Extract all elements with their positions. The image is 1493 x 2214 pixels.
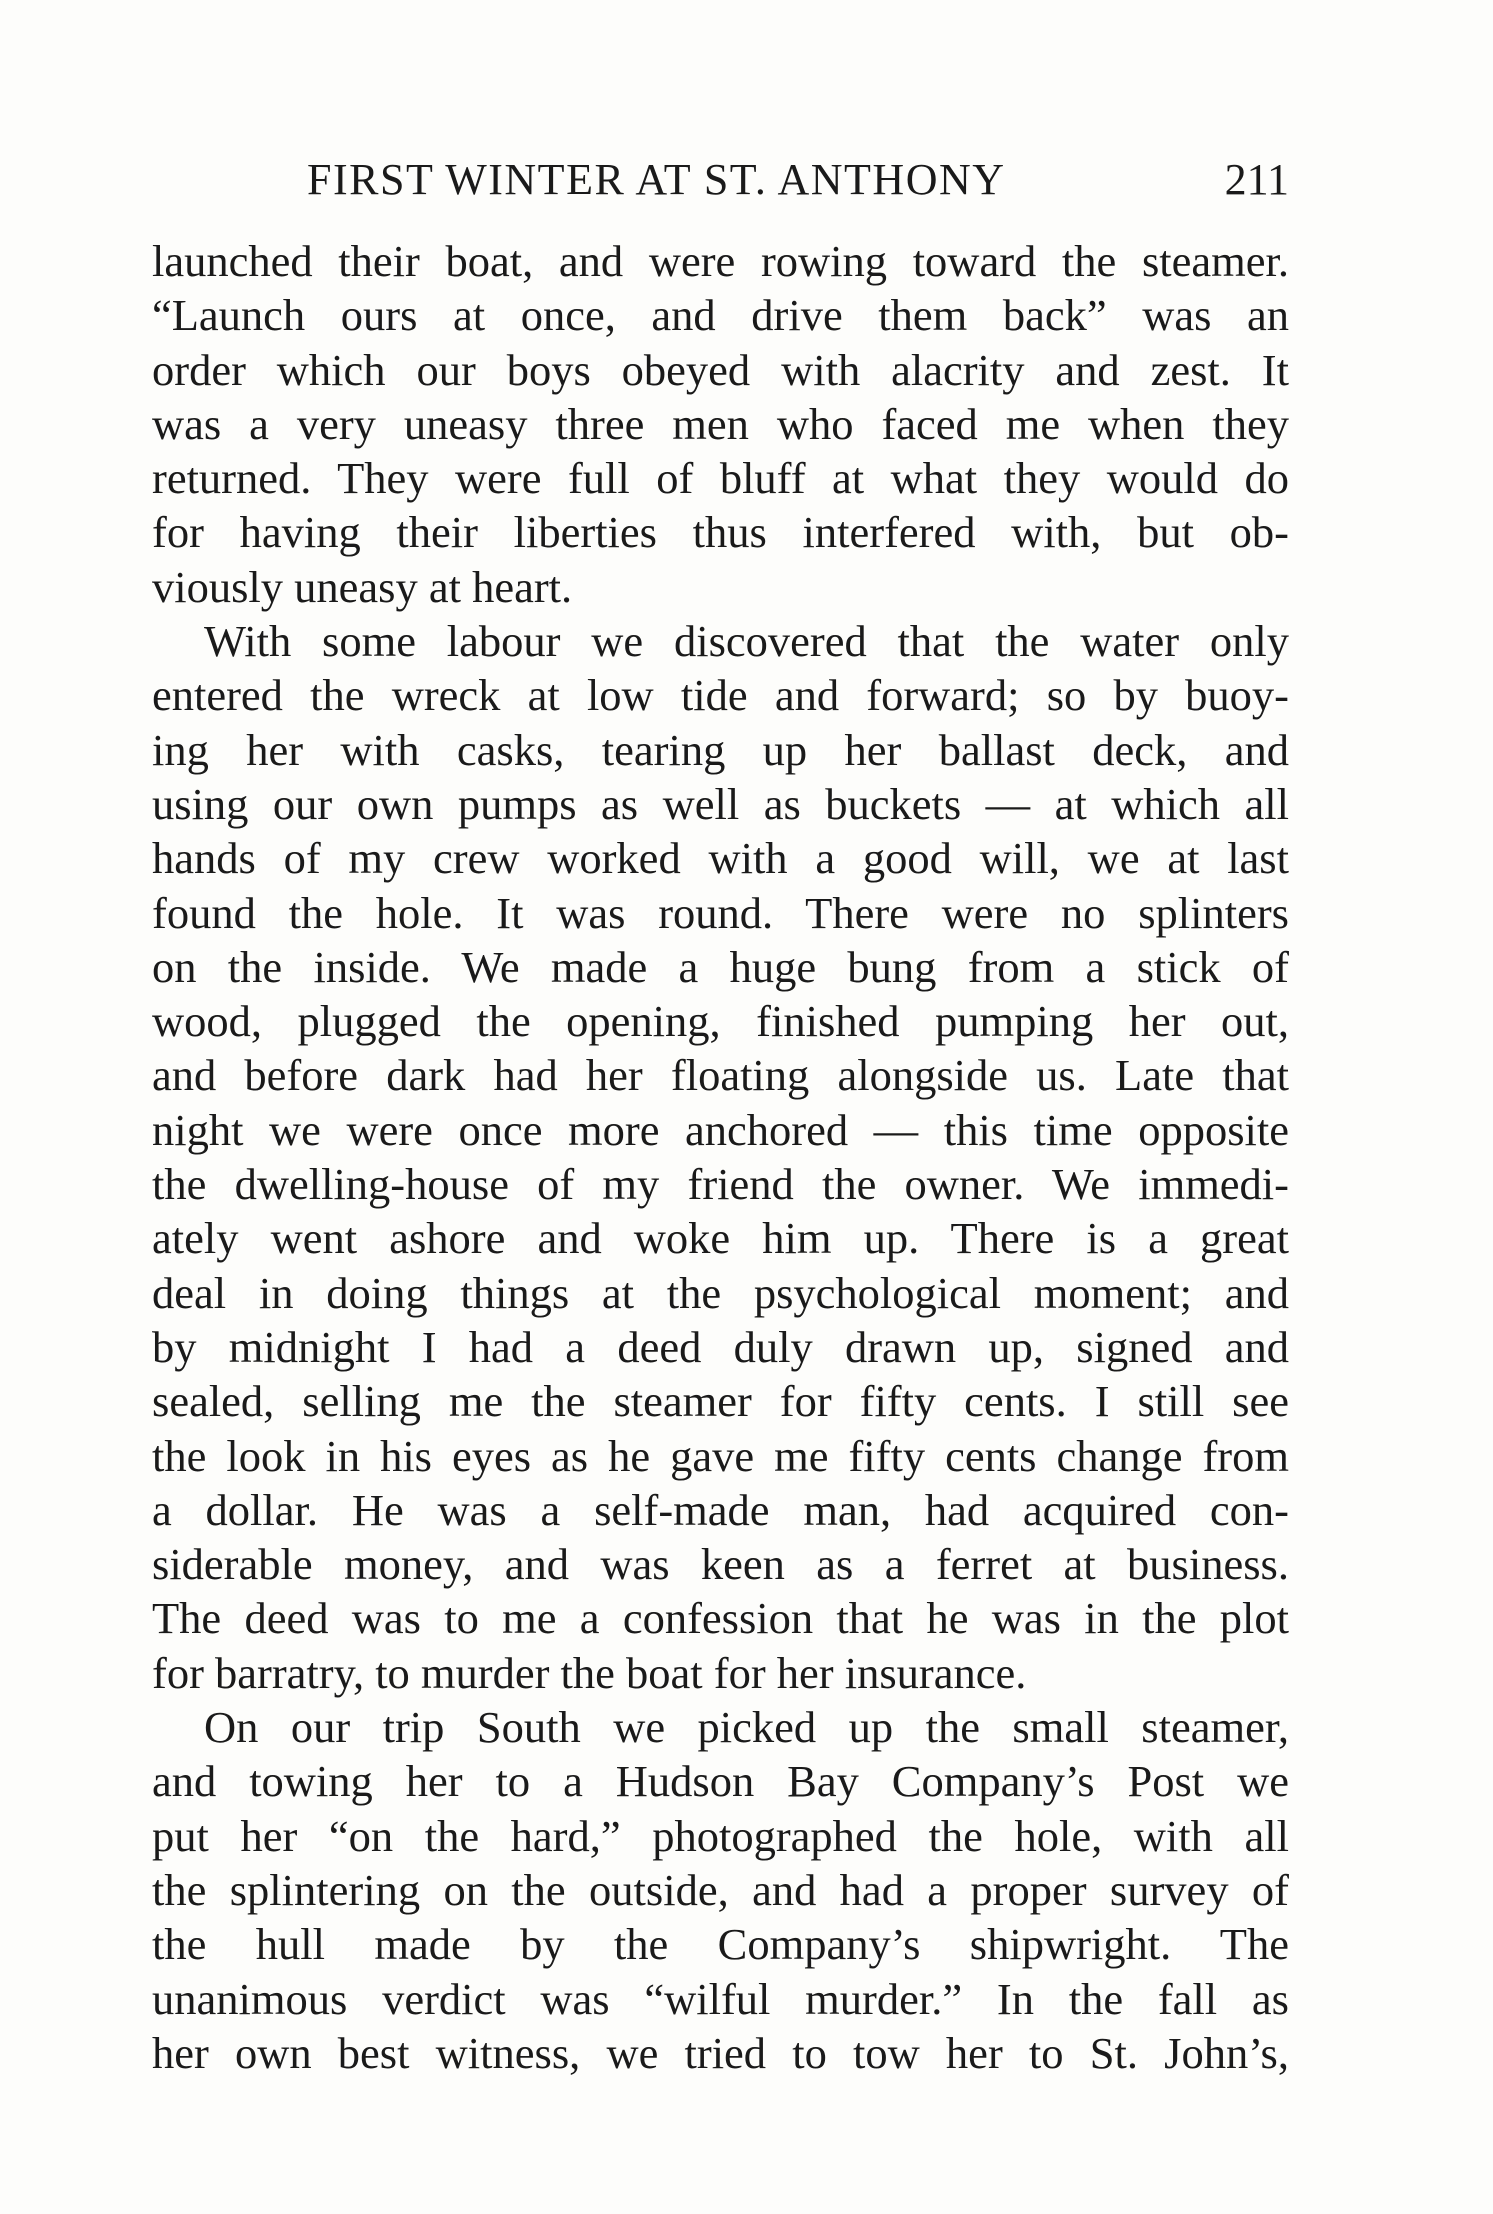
text-line: for having their liberties thus interfered with, but ob- xyxy=(152,507,1289,558)
running-head xyxy=(152,150,1289,210)
text-line: using our own pumps as well as buckets — at which all xyxy=(152,778,1289,829)
text-line: returned. They were full of bluff at what they would do xyxy=(152,453,1289,504)
text-line: put her “on the hard,” photographed the hole, with all xyxy=(152,1810,1289,1861)
text-line: On our trip South we picked up the small steamer, xyxy=(204,1702,1289,1753)
text-line: deal in doing things at the psychological moment; and xyxy=(152,1267,1289,1318)
page-number: 211 xyxy=(1224,155,1289,204)
text-line: sealed, selling me the steamer for fifty cents. I still see xyxy=(152,1376,1289,1427)
text-line: ing her with casks, tearing up her ballast deck, and xyxy=(152,724,1289,775)
text-line: wood, plugged the opening, finished pumping her out, xyxy=(152,996,1289,1047)
text-line: order which our boys obeyed with alacrity and zest. It xyxy=(152,344,1289,395)
text-line: night we were once more anchored — this time opposite xyxy=(152,1104,1289,1155)
text-line: The deed was to me a confession that he was in the plot xyxy=(152,1593,1289,1644)
body-text xyxy=(152,234,1289,2080)
text-line: her own best witness, we tried to tow her to St. John’s, xyxy=(152,2027,1289,2078)
paragraph-3 xyxy=(152,1700,1289,2080)
text-line: the hull made by the Company’s shipwright. The xyxy=(152,1919,1289,1970)
text-line: a dollar. He was a self-made man, had acquired con- xyxy=(152,1484,1289,1535)
text-line: for barratry, to murder the boat for her insurance. xyxy=(152,1647,1027,1698)
text-line: ately went ashore and woke him up. There is a great xyxy=(152,1213,1289,1264)
text-line: unanimous verdict was “wilful murder.” In the fall as xyxy=(152,1973,1289,2024)
text-line: With some labour we discovered that the water only xyxy=(204,616,1289,667)
text-line: hands of my crew worked with a good will, we at last xyxy=(152,833,1289,884)
text-line: by midnight I had a deed duly drawn up, signed and xyxy=(152,1321,1289,1372)
paragraph-2 xyxy=(152,614,1289,1700)
text-line: siderable money, and was keen as a ferret at business. xyxy=(152,1539,1289,1590)
text-line: launched their boat, and were rowing toward the steamer. xyxy=(152,236,1289,286)
text-line: found the hole. It was round. There were no splinters xyxy=(152,887,1289,938)
text-line: was a very uneasy three men who faced me when they xyxy=(152,398,1289,449)
text-line: “Launch ours at once, and drive them back” was an xyxy=(152,290,1289,341)
running-title: FIRST WINTER AT ST. ANTHONY xyxy=(307,155,1006,204)
text-line: and towing her to a Hudson Bay Company’s Post we xyxy=(152,1756,1289,1807)
text-line: the dwelling-house of my friend the owner. We immedi- xyxy=(152,1159,1289,1210)
text-line: the look in his eyes as he gave me fifty cents change from xyxy=(152,1430,1289,1481)
text-line: the splintering on the outside, and had a proper survey of xyxy=(152,1864,1289,1915)
book-page xyxy=(152,0,1289,2214)
text-line: viously uneasy at heart. xyxy=(152,561,573,612)
text-line: entered the wreck at low tide and forward; so by buoy- xyxy=(152,670,1289,721)
paragraph-1 xyxy=(152,234,1289,614)
text-line: on the inside. We made a huge bung from a stick of xyxy=(152,941,1289,992)
text-line: and before dark had her floating alongside us. Late that xyxy=(152,1050,1289,1101)
